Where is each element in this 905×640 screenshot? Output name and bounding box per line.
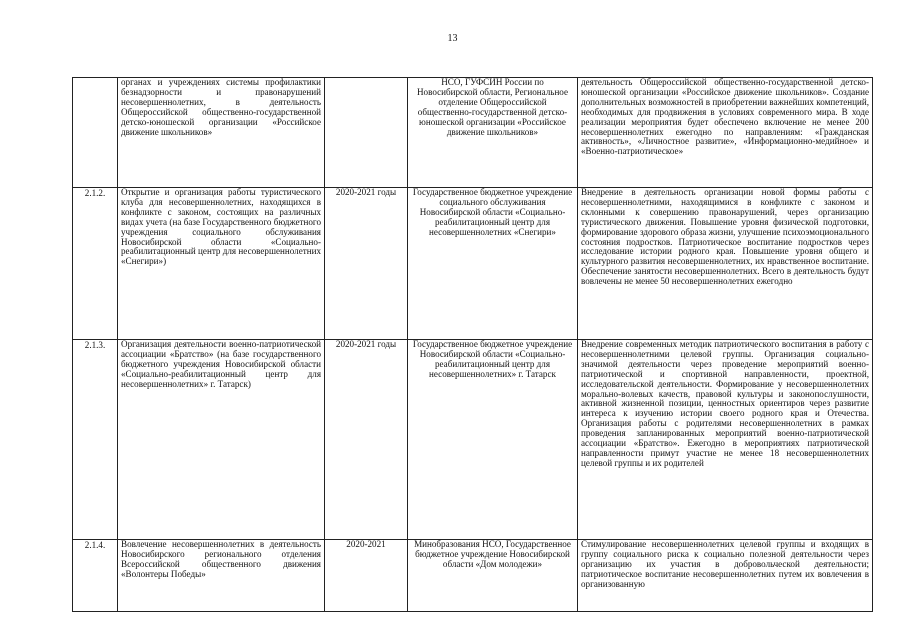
measure-name: Открытие и организация работы туристического клуба для несовершеннолетних, находящихся в конфликте с законом, состоящих на различных видах учета (на базе Государственного бюджетного учреждения социального обслуживания Новосибирской области «Социально-реабилитационный центр для несовершеннолетних «Снегири») — [118, 188, 325, 340]
measure-term — [325, 78, 408, 188]
measure-executors: Государственное бюджетное учреждение социального обслуживания Новосибирской области «Социально-реабилитационный центр для несовершеннолетних «Снегири» — [408, 188, 578, 340]
measure-name: Вовлечение несовершеннолетних в деятельность Новосибирского регионального отделения Всероссийской общественного движения «Волонтеры Победы» — [118, 540, 325, 612]
page-number: 13 — [447, 33, 458, 44]
measure-result: деятельность Общероссийской общественно-государственной детско-юношеской организации «Российское движение школьников». Создание дополнительных возможностей в приобретении важнейших компетенций, необходимых для продвижения в условиях современного мира. В ходе реализации мероприятия будет обеспечено включение не менее 200 несовершеннолетних ежегодно по направлениям: «Гражданская активность», «Личностное развитие», «Информационно-медийное» и «Военно-патриотическое» — [578, 78, 873, 188]
row-number: 2.1.2. — [73, 188, 118, 340]
measure-name: Организация деятельности военно-патриотической ассоциации «Братство» (на базе государственного бюджетного учреждения Новосибирской области «Социально-реабилитационный центр для несовершеннолетних» г. Татарск) — [118, 340, 325, 540]
measures-table — [72, 77, 873, 612]
row-number — [73, 78, 118, 188]
measure-name: органах и учреждениях системы профилактики безнадзорности и правонарушений несовершеннолетних, в деятельность Общероссийской общественно-государственной детско-юношеской организации «Российское движение школьников» — [118, 78, 325, 188]
measure-term: 2020-2021 годы — [325, 340, 408, 540]
row-number: 2.1.4. — [73, 540, 118, 612]
table-row — [73, 188, 873, 340]
table-row — [73, 340, 873, 540]
measure-result: Внедрение в деятельность организации новой формы работы с несовершеннолетними, находящимися в конфликте с законом и склонными к совершению правонарушений, через организацию туристического движения. Повышение уровня физической подготовки, формирование здорового образа жизни, улучшение психоэмоционального состояния подростков. Патриотическое воспитание подростков через исследование истории родного края. Повышение уровня общего и культурного развития несовершеннолетних, их нравственное воспитание. Обеспечение занятости несовершеннолетних. Всего в деятельность будут вовлечены не менее 50 несовершеннолетних ежегодно — [578, 188, 873, 340]
measure-executors: НСО, ГУФСИН России по Новосибирской области, Региональное отделение Общероссийской общественно-государственной детско-юношеской организации «Российское движение школьников» — [408, 78, 578, 188]
measure-term: 2020-2021 — [325, 540, 408, 612]
measure-executors: Государственное бюджетное учреждение Новосибирской области «Социально-реабилитационный центр для несовершеннолетних» г. Татарск — [408, 340, 578, 540]
measure-result: Внедрение современных методик патриотического воспитания в работу с несовершеннолетними целевой группы. Организация социально-значимой деятельности через проведение мероприятий военно-патриотической и спортивной направленности, проектной, исследовательской деятельности. Формирование у несовершеннолетних морально-волевых качеств, правовой культуры и законопослушности, активной жизненной позиции, ценностных ориентиров через развитие интереса к изучению истории своего родного края и Отечества. Организация работы с родителями несовершеннолетних в рамках проведения запланированных мероприятий военно-патриотической ассоциации «Братство». Ежегодно в мероприятиях патриотической направленности примут участие не менее 18 несовершеннолетних целевой группы и их родителей — [578, 340, 873, 540]
table-row — [73, 540, 873, 612]
measure-executors: Минобразования НСО, Государственное бюджетное учреждение Новосибирской области «Дом молодежи» — [408, 540, 578, 612]
row-number: 2.1.3. — [73, 340, 118, 540]
table-row — [73, 78, 873, 188]
measure-term: 2020-2021 годы — [325, 188, 408, 340]
measure-result: Стимулирование несовершеннолетних целевой группы и входящих в группу социального риска к социально полезной деятельности через организацию их участия в добровольческой деятельности; патриотическое воспитание несовершеннолетних путем их вовлечения в организованную — [578, 540, 873, 612]
